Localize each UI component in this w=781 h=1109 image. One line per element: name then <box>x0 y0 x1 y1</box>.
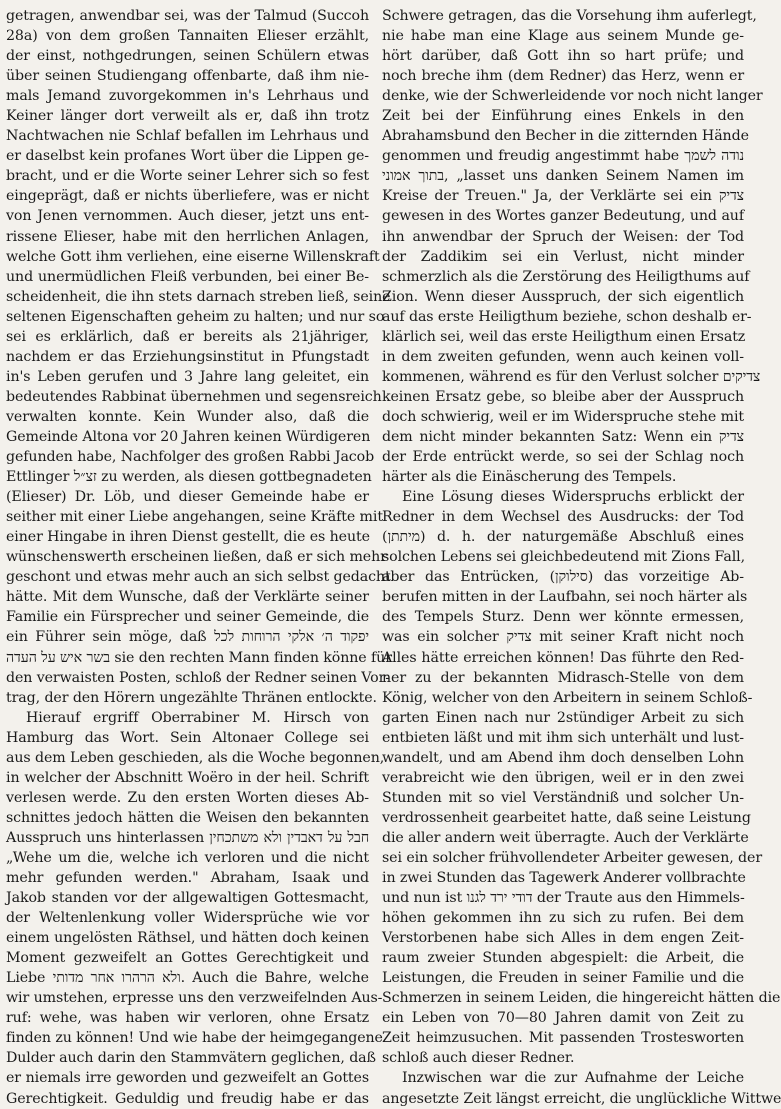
text-line: schmerzlich als die Zerstörung des Heiligthums auf <box>382 268 750 285</box>
text-line: wir umstehen, erpresse uns den verzweifelnden Aus- <box>6 990 383 1007</box>
text-line: „Wehe um die, welche ich verloren und die nicht <box>6 849 369 866</box>
text-line: hört darüber, daß Gott ihn so hart prüfe; und <box>382 48 744 65</box>
text-line: Gerechtigkeit. Geduldig und freudig habe er das <box>6 1090 369 1107</box>
text-line: raum zweier Stunden abgespielt: die Arbeit, die <box>382 950 744 967</box>
text-line: Moment gezweifelt an Gottes Gerechtigkeit und <box>6 950 369 967</box>
text-line: scheidenheit, die ihn stets darnach streben ließ, seine <box>6 288 391 305</box>
text-line: Hamburg das Wort. Sein Altonaer College sei <box>6 729 369 746</box>
text-line: sei es erklärlich, daß er bereits als 21jähriger, <box>6 328 369 345</box>
text-line: über seinen Studiengang offenbarte, daß ihm nie- <box>6 68 369 85</box>
text-line: welche Gott ihm verliehen, eine eiserne Willenskraft <box>6 248 380 265</box>
text-line: (Elieser) Dr. Löb, und dieser Gemeinde habe er <box>6 489 369 506</box>
text-line: Gemeinde Altona vor 20 Jahren keinen Würdigeren <box>6 428 371 445</box>
text-line: sei ein solcher frühvollendeter Arbeiter gewesen, der <box>382 849 763 866</box>
text-line: ner zu der bekannten Midrasch-Stelle von dem <box>382 669 744 686</box>
text-line: und nun ist דודי ירד לגנו der Traute aus den Himmels- <box>382 890 745 907</box>
text-line: mehr gefunden werden." Abraham, Isaak und <box>6 870 369 887</box>
text-line: Ausspruch uns hinterlassen חבל על דאבדין ולא משתכחין <box>6 829 370 846</box>
text-line: ihn anwendbar der Spruch der Weisen: der Tod <box>382 228 744 245</box>
text-line: Verstorbenen habe sich Alles in dem engen Zeit- <box>382 930 744 947</box>
text-line: Inzwischen war die zur Aufnahme der Leiche <box>402 1070 744 1087</box>
text-line: hätte. Mit dem Wunsche, daß der Verklärte seiner <box>6 589 369 606</box>
text-line: noch breche ihm (dem Redner) das Herz, wenn er <box>382 68 744 85</box>
text-line: der Weltenlenkung voller Widersprüche wie vor <box>6 910 369 927</box>
text-line: von Jenen vernommen. Auch dieser, jetzt uns ent- <box>6 208 369 225</box>
text-line: König, welcher von den Arbeitern in seinem Schloß- <box>382 689 753 706</box>
text-line: schnittes jedoch hätten die Weisen den bekannten <box>6 809 369 826</box>
text-line: wandelt, und am Abend ihm doch denselben Lohn <box>382 749 744 766</box>
text-line: Stunden mit so viel Verständniß und solcher Un- <box>382 789 744 806</box>
text-line: dem nicht minder bekannten Satz: Wenn ein צדיק <box>382 428 744 445</box>
text-line: genommen und freudig angestimmt habe נודה לשמך <box>382 148 744 165</box>
right-column <box>375 6 781 1107</box>
text-line: entbieten läßt und mit ihm sich unterhält und lust- <box>382 729 744 746</box>
text-line: Ettlinger זצ״ל zu werden, als diesen gottbegnadeten <box>6 469 372 486</box>
text-line: keinen Ersatz gebe, so bleibe aber der Ausspruch <box>382 388 744 405</box>
text-line: höhen gekommen ihn zu sich zu rufen. Bei dem <box>382 910 744 927</box>
text-line: einer Hingabe in ihren Dienst gestellt, die es heute <box>6 529 370 546</box>
text-line: verabreicht wie den übrigen, weil er in den zwei <box>382 769 744 786</box>
text-line: solchen Lebens sei gleichbedeutend mit Zions Fall, <box>382 549 745 566</box>
text-line: Liebe ולא הרהרו אחר מדותי. Auch die Bahre, welche <box>6 970 369 987</box>
text-line: in's Leben gerufen und 3 Jahre lang geleitet, ein <box>6 368 369 385</box>
text-line: bracht, und er die Worte seiner Lehrer sich so fest <box>6 168 369 185</box>
text-line: gewesen in des Wortes ganzer Bedeutung, und auf <box>382 208 744 225</box>
text-line: בתוך אמוני, „lasset uns danken Seinem Namen im <box>382 168 744 185</box>
text-line: Dulder auch darin den Stammvätern geglichen, daß <box>6 1050 376 1067</box>
text-line: verwalten konnte. Kein Wunder also, daß die <box>6 408 369 425</box>
text-line: der Erde entrückt werde, so sei der Schlag noch <box>382 449 744 466</box>
text-line: mals Jemand zuvorgekommen in's Lehrhaus und <box>6 88 369 105</box>
text-line: in welcher der Abschnitt Woëro in der heil. Schrift <box>6 769 369 786</box>
text-line: Kreise der Treuen." Ja, der Verklärte sei ein צדיק <box>382 188 744 205</box>
text-line: wünschenswerth erscheinen ließen, daß er sich mehr <box>6 549 387 566</box>
text-line: des Tempels Sturz. Denn wer könnte ermessen, <box>382 609 744 626</box>
text-line: ruf: wehe, was haben wir verloren, ohne Ersatz <box>6 1010 369 1027</box>
text-line: Hierauf ergriff Oberrabiner M. Hirsch von <box>26 709 369 726</box>
text-line: Zion. Wenn dieser Ausspruch, der sich eigentlich <box>382 288 744 305</box>
text-line: was ein solcher צדיק mit seiner Kraft nicht noch <box>382 629 744 646</box>
text-line: geschont und etwas mehr auch an sich selbst gedacht <box>6 569 391 586</box>
text-line: der Zaddikim sei ein Verlust, nicht minder <box>382 248 744 265</box>
text-line: bedeutendes Rabbinat übernehmen und segensreich <box>6 388 382 405</box>
text-line: garten Einen nach nur 2stündiger Arbeit zu sich <box>382 709 744 726</box>
text-line: (מיתתן) d. h. der naturgemäße Abschluß eines <box>382 529 744 546</box>
text-line: Zeit heimzusuchen. Mit passenden Trostesworten <box>382 1030 744 1047</box>
text-line: einem ungelösten Räthsel, und hätten doch keinen <box>6 930 369 947</box>
text-line: Leistungen, die Freuden in seiner Familie und die <box>382 970 744 987</box>
text-line: Abrahamsbund den Becher in die zitternden Hände <box>382 128 749 145</box>
text-line: denke, wie der Schwerleidende vor noch nicht langer <box>382 88 763 105</box>
text-line: und unermüdlichen Fleiß verbunden, bei einer Be- <box>6 268 369 285</box>
text-line: aber das Entrücken, (סילוקן) das vorzeitige Ab- <box>382 569 744 586</box>
text-line: in zwei Stunden das Tagewerk Anderer vollbrachte <box>382 870 746 887</box>
text-line: er daselbst kein profanes Wort über die Lippen ge- <box>6 148 369 165</box>
text-line: Eine Lösung dieses Widerspruchs erblickt der <box>402 489 744 506</box>
text-line: 28a) von dem großen Tannaiten Elieser erzählt, <box>6 28 369 45</box>
text-line: doch schwierig, weil er im Widerspruche stehe mit <box>382 408 745 425</box>
left-column <box>6 6 392 1107</box>
text-line: nie habe man eine Klage aus seinem Munde ge- <box>382 28 744 45</box>
text-line: angesetzte Zeit längst erreicht, die unglückliche Wittwe <box>382 1090 781 1107</box>
text-line: trag, der den Hörern ungezählte Thränen entlockte. <box>6 689 377 706</box>
text-line: aus dem Leben geschieden, als die Woche begonnen, <box>6 749 385 766</box>
text-line: verlesen werde. Zu den ersten Worten dieses Ab- <box>6 789 369 806</box>
text-line: Jakob standen vor der allgewaltigen Gottesmacht, <box>6 890 369 907</box>
text-line: er niemals irre geworden und gezweifelt an Gottes <box>6 1070 369 1087</box>
text-line: Alles hätte erreichen können! Das führte den Red- <box>382 649 744 666</box>
text-line: in dem zweiten gefunden, wenn auch keinen voll- <box>382 348 744 365</box>
text-line: der einst, nothgedrungen, seinen Schülern etwas <box>6 48 369 65</box>
text-line: verdrossenheit gearbeitet hatte, daß seine Leistung <box>382 809 751 826</box>
text-line: rissene Elieser, habe mit den herrlichen Anlagen, <box>6 228 369 245</box>
text-line: Schwere getragen, das die Vorsehung ihm auferlegt, <box>382 8 757 24</box>
text-line: den verwaisten Posten, schloß der Redner seinen Vor- <box>6 669 390 686</box>
text-line: getragen, anwendbar sei, was der Talmud (Succoh <box>6 8 369 24</box>
text-line: Keiner länger dort verweilt als er, daß ihn trotz <box>6 108 369 125</box>
text-line: seltenen Eigenschaften geheim zu halten; und nur so <box>6 308 385 325</box>
text-line: auf das erste Heiligthum beziehe, schon deshalb er- <box>382 308 752 325</box>
text-line: nachdem er das Erziehungsinstitut in Pfungstadt <box>6 348 369 365</box>
text-line: berufen mitten in der Laufbahn, sei noch härter als <box>382 589 748 606</box>
text-line: die aller andern weit überragte. Auch der Verklärte <box>382 829 749 846</box>
text-line: gefunden habe, Nachfolger des großen Rabbi Jacob <box>6 449 375 466</box>
text-line: klärlich sei, weil das erste Heiligthum einen Ersatz <box>382 328 746 345</box>
text-line: eingeprägt, daß er nichts überliefere, was er nicht <box>6 188 369 205</box>
text-line: Redner in dem Wechsel des Ausdrucks: der Tod <box>382 509 744 526</box>
text-line: Nachtwachen nie Schlaf befallen im Lehrhaus und <box>6 128 369 145</box>
text-line: härter als die Einäscherung des Tempels. <box>382 469 677 486</box>
text-line: seither mit einer Liebe angehangen, seine Kräfte mit <box>6 509 383 526</box>
text-line: finden zu können! Und wie habe der heimgegangene <box>6 1030 383 1047</box>
text-line: Schmerzen in seinem Leiden, die hingereicht hätten die <box>382 990 781 1007</box>
text-line: ein Leben von 70—80 Jahren damit von Zeit zu <box>382 1010 744 1027</box>
text-line: Zeit bei der Einführung eines Enkels in den <box>382 108 744 125</box>
text-line: ein Führer sein möge, daß יפקוד ה׳ אלקי הרוחות לכל <box>6 629 369 646</box>
text-line: Familie ein Fürsprecher und seiner Gemeinde, die <box>6 609 369 626</box>
text-line: schloß auch dieser Redner. <box>382 1050 575 1067</box>
text-line: kommenen, während es für den Verlust solcher צדיקים <box>382 368 761 385</box>
text-line: בשר איש על העדה sie den rechten Mann finden könne für <box>6 649 392 666</box>
